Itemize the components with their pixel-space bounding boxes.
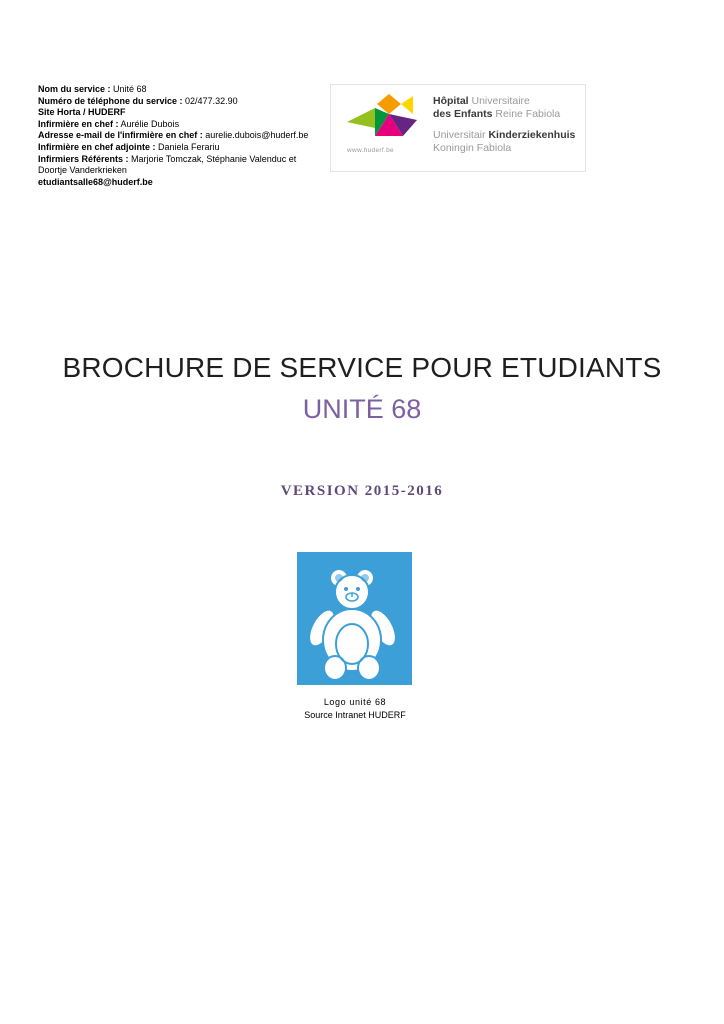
deputy-nurse-value: Daniela Ferariu xyxy=(155,141,220,152)
page-subtitle: UNITÉ 68 xyxy=(302,394,422,424)
version-text: VERSION 2015-2016 xyxy=(280,483,444,499)
caption-line-1: Logo unité 68 xyxy=(323,697,387,707)
referent-nurses-line xyxy=(38,154,330,166)
huderf-nl-line1: Universitair Kinderziekenhuis xyxy=(433,129,576,141)
huderf-logo-block xyxy=(330,84,586,172)
huderf-logo-text xyxy=(433,95,575,155)
students-email-line xyxy=(38,177,330,189)
referent-nurses-value: Marjorie Tomczak, Stéphanie Valenduc et xyxy=(128,153,297,164)
huderf-fr-line2: des Enfants Reine Fabiola xyxy=(433,108,561,120)
head-nurse-label: Infirmière en chef : xyxy=(38,118,119,129)
head-nurse-value: Aurélie Dubois xyxy=(118,118,180,129)
service-name-line xyxy=(38,84,330,96)
teddy-bear-icon xyxy=(297,552,412,685)
students-email-value: etudiantsalle68@huderf.be xyxy=(38,176,153,187)
head-nurse-email-value: aurelie.dubois@huderf.be xyxy=(202,130,309,141)
unit-68-logo-image xyxy=(297,552,412,685)
deputy-nurse-line xyxy=(38,142,330,154)
page-title: BROCHURE DE SERVICE POUR ETUDIANTS xyxy=(62,352,662,383)
caption-line-2: Source Intranet HUDERF xyxy=(304,709,406,720)
deputy-nurse-label: Infirmière en chef adjointe : xyxy=(38,141,156,152)
service-name-label: Nom du service : xyxy=(38,84,111,94)
service-phone-label: Numéro de téléphone du service : xyxy=(38,95,183,106)
referent-nurses-line-2 xyxy=(38,165,330,177)
service-phone-value: 02/477.32.90 xyxy=(182,95,238,106)
huderf-url-text: www.huderf.be xyxy=(347,147,394,154)
huderf-tangram-icon xyxy=(345,93,425,150)
head-nurse-email-label: Adresse e-mail de l'infirmière en chef : xyxy=(38,130,203,141)
service-phone-line xyxy=(38,96,330,108)
head-nurse-line xyxy=(38,119,330,131)
service-info-block xyxy=(38,84,330,188)
head-nurse-email-line xyxy=(38,130,330,142)
referent-nurses-label: Infirmiers Référents : xyxy=(38,153,129,164)
site-line xyxy=(38,107,330,119)
huderf-fr-line1: Hôpital Universitaire xyxy=(433,95,530,107)
unit-logo-caption xyxy=(255,696,455,721)
huderf-nl-line2: Koningin Fabiola xyxy=(433,142,512,154)
referent-nurses-value-2: Doortje Vanderkrieken xyxy=(38,165,127,176)
service-name-value: Unité 68 xyxy=(110,84,147,94)
site-label: Site Horta / HUDERF xyxy=(38,107,126,118)
